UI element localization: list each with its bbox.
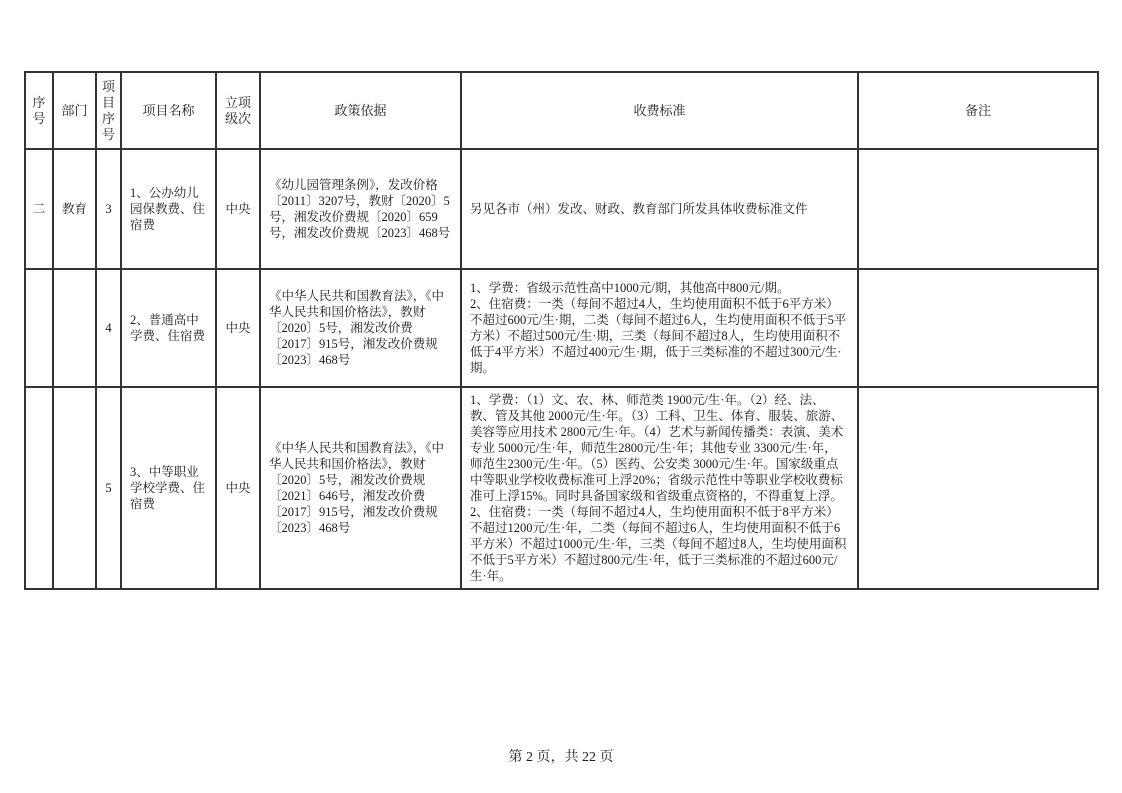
cell-project-name: 1、公办幼儿园保教费、住宿费 <box>121 149 216 269</box>
page-number-footer: 第 2 页，共 22 页 <box>508 750 614 765</box>
cell-project-number: 4 <box>96 269 121 387</box>
cell-department <box>53 387 96 589</box>
fee-standard-paragraph: 2、住宿费：一类（每间不超过4人，生均使用面积不低于6平方米）不超过600元/生·期，二类（每间不超过6人，生均使用面积不低于5平方米）不超过500元/生·期，三类（每间不超过8人，生均使用面积不低于4平方米）不超过400元/生·期，低于三类标准的不超过300元/生·期。 <box>470 297 847 375</box>
fee-standards-table <box>24 71 1099 590</box>
cell-project-number: 3 <box>96 149 121 269</box>
cell-fee-standard <box>461 269 858 387</box>
fee-standard-paragraph: 另见各市（州）发改、财政、教育部门所发具体收费标准文件 <box>470 202 808 216</box>
cell-approval-level: 中央 <box>216 149 260 269</box>
fee-standard-paragraph: 2、住宿费：一类（每间不超过4人，生均使用面积不低于8平方米）不超过1200元/生·年，二类（每间不超过6人，生均使用面积不低于6平方米）不超过1000元/生·年，三类（每间不超过8人，生均使用面积不低于5平方米）不超过800元/生·年，低于三类标准的不超过600元/生·年。 <box>470 505 847 583</box>
cell-department <box>53 269 96 387</box>
cell-approval-level: 中央 <box>216 387 260 589</box>
cell-fee-standard <box>461 149 858 269</box>
cell-policy-basis: 《中华人民共和国教育法》，《中华人民共和国价格法》，教财〔2020〕5号，湘发改价费〔2017〕915号，湘发改价费规〔2023〕468号 <box>260 269 461 387</box>
cell-remarks <box>858 387 1098 589</box>
cell-remarks <box>858 149 1098 269</box>
cell-approval-level: 中央 <box>216 269 260 387</box>
cell-project-number: 5 <box>96 387 121 589</box>
table-row <box>25 387 1098 589</box>
header-project-number: 项目序号 <box>96 72 121 149</box>
table-row <box>25 269 1098 387</box>
header-approval-level: 立项级次 <box>216 72 260 149</box>
header-policy-basis: 政策依据 <box>260 72 461 149</box>
header-project-name: 项目名称 <box>121 72 216 149</box>
header-fee-standard: 收费标准 <box>461 72 858 149</box>
cell-serial-number <box>25 269 53 387</box>
cell-fee-standard <box>461 387 858 589</box>
cell-project-name: 3、中等职业学校学费、住宿费 <box>121 387 216 589</box>
table-header-row <box>25 72 1098 149</box>
cell-remarks <box>858 269 1098 387</box>
header-serial-number: 序号 <box>25 72 53 149</box>
cell-policy-basis: 《幼儿园管理条例》，发改价格〔2011〕3207号，教财〔2020〕5号，湘发改价费规〔2020〕659号，湘发改价费规〔2023〕468号 <box>260 149 461 269</box>
fee-standard-paragraph: 1、学费：省级示范性高中1000元/期，其他高中800元/期。 <box>470 281 790 295</box>
cell-policy-basis: 《中华人民共和国教育法》，《中华人民共和国价格法》，教财〔2020〕5号，湘发改价费规〔2021〕646号，湘发改价费〔2017〕915号，湘发改价费规〔2023〕468号 <box>260 387 461 589</box>
cell-project-name: 2、普通高中学费、住宿费 <box>121 269 216 387</box>
header-remarks: 备注 <box>858 72 1098 149</box>
table-row <box>25 149 1098 269</box>
cell-department: 教育 <box>53 149 96 269</box>
cell-serial-number <box>25 387 53 589</box>
cell-serial-number: 二 <box>25 149 53 269</box>
header-department: 部门 <box>53 72 96 149</box>
fee-standard-paragraph: 1、学费：（1）文、农、林、师范类 1900元/生·年。（2）经、法、教、管及其他 2000元/生·年。（3）工科、卫生、体育、服装、旅游、美容等应用技术 2800元/生·年。（4）艺术与新闻传播类：表演、美术专业 5000元/生·年，师范生2800元/生·年；其他专业 3300元/生·年，师范生2300元/生·年。（5）医药、公安类 3000元/生·年。国家级重点中等职业学校收费标准可上浮20%；省级示范性中等职业学校收费标准可上浮15%。同时具备国家级和省级重点资格的，不得重复上浮。 <box>470 393 844 503</box>
